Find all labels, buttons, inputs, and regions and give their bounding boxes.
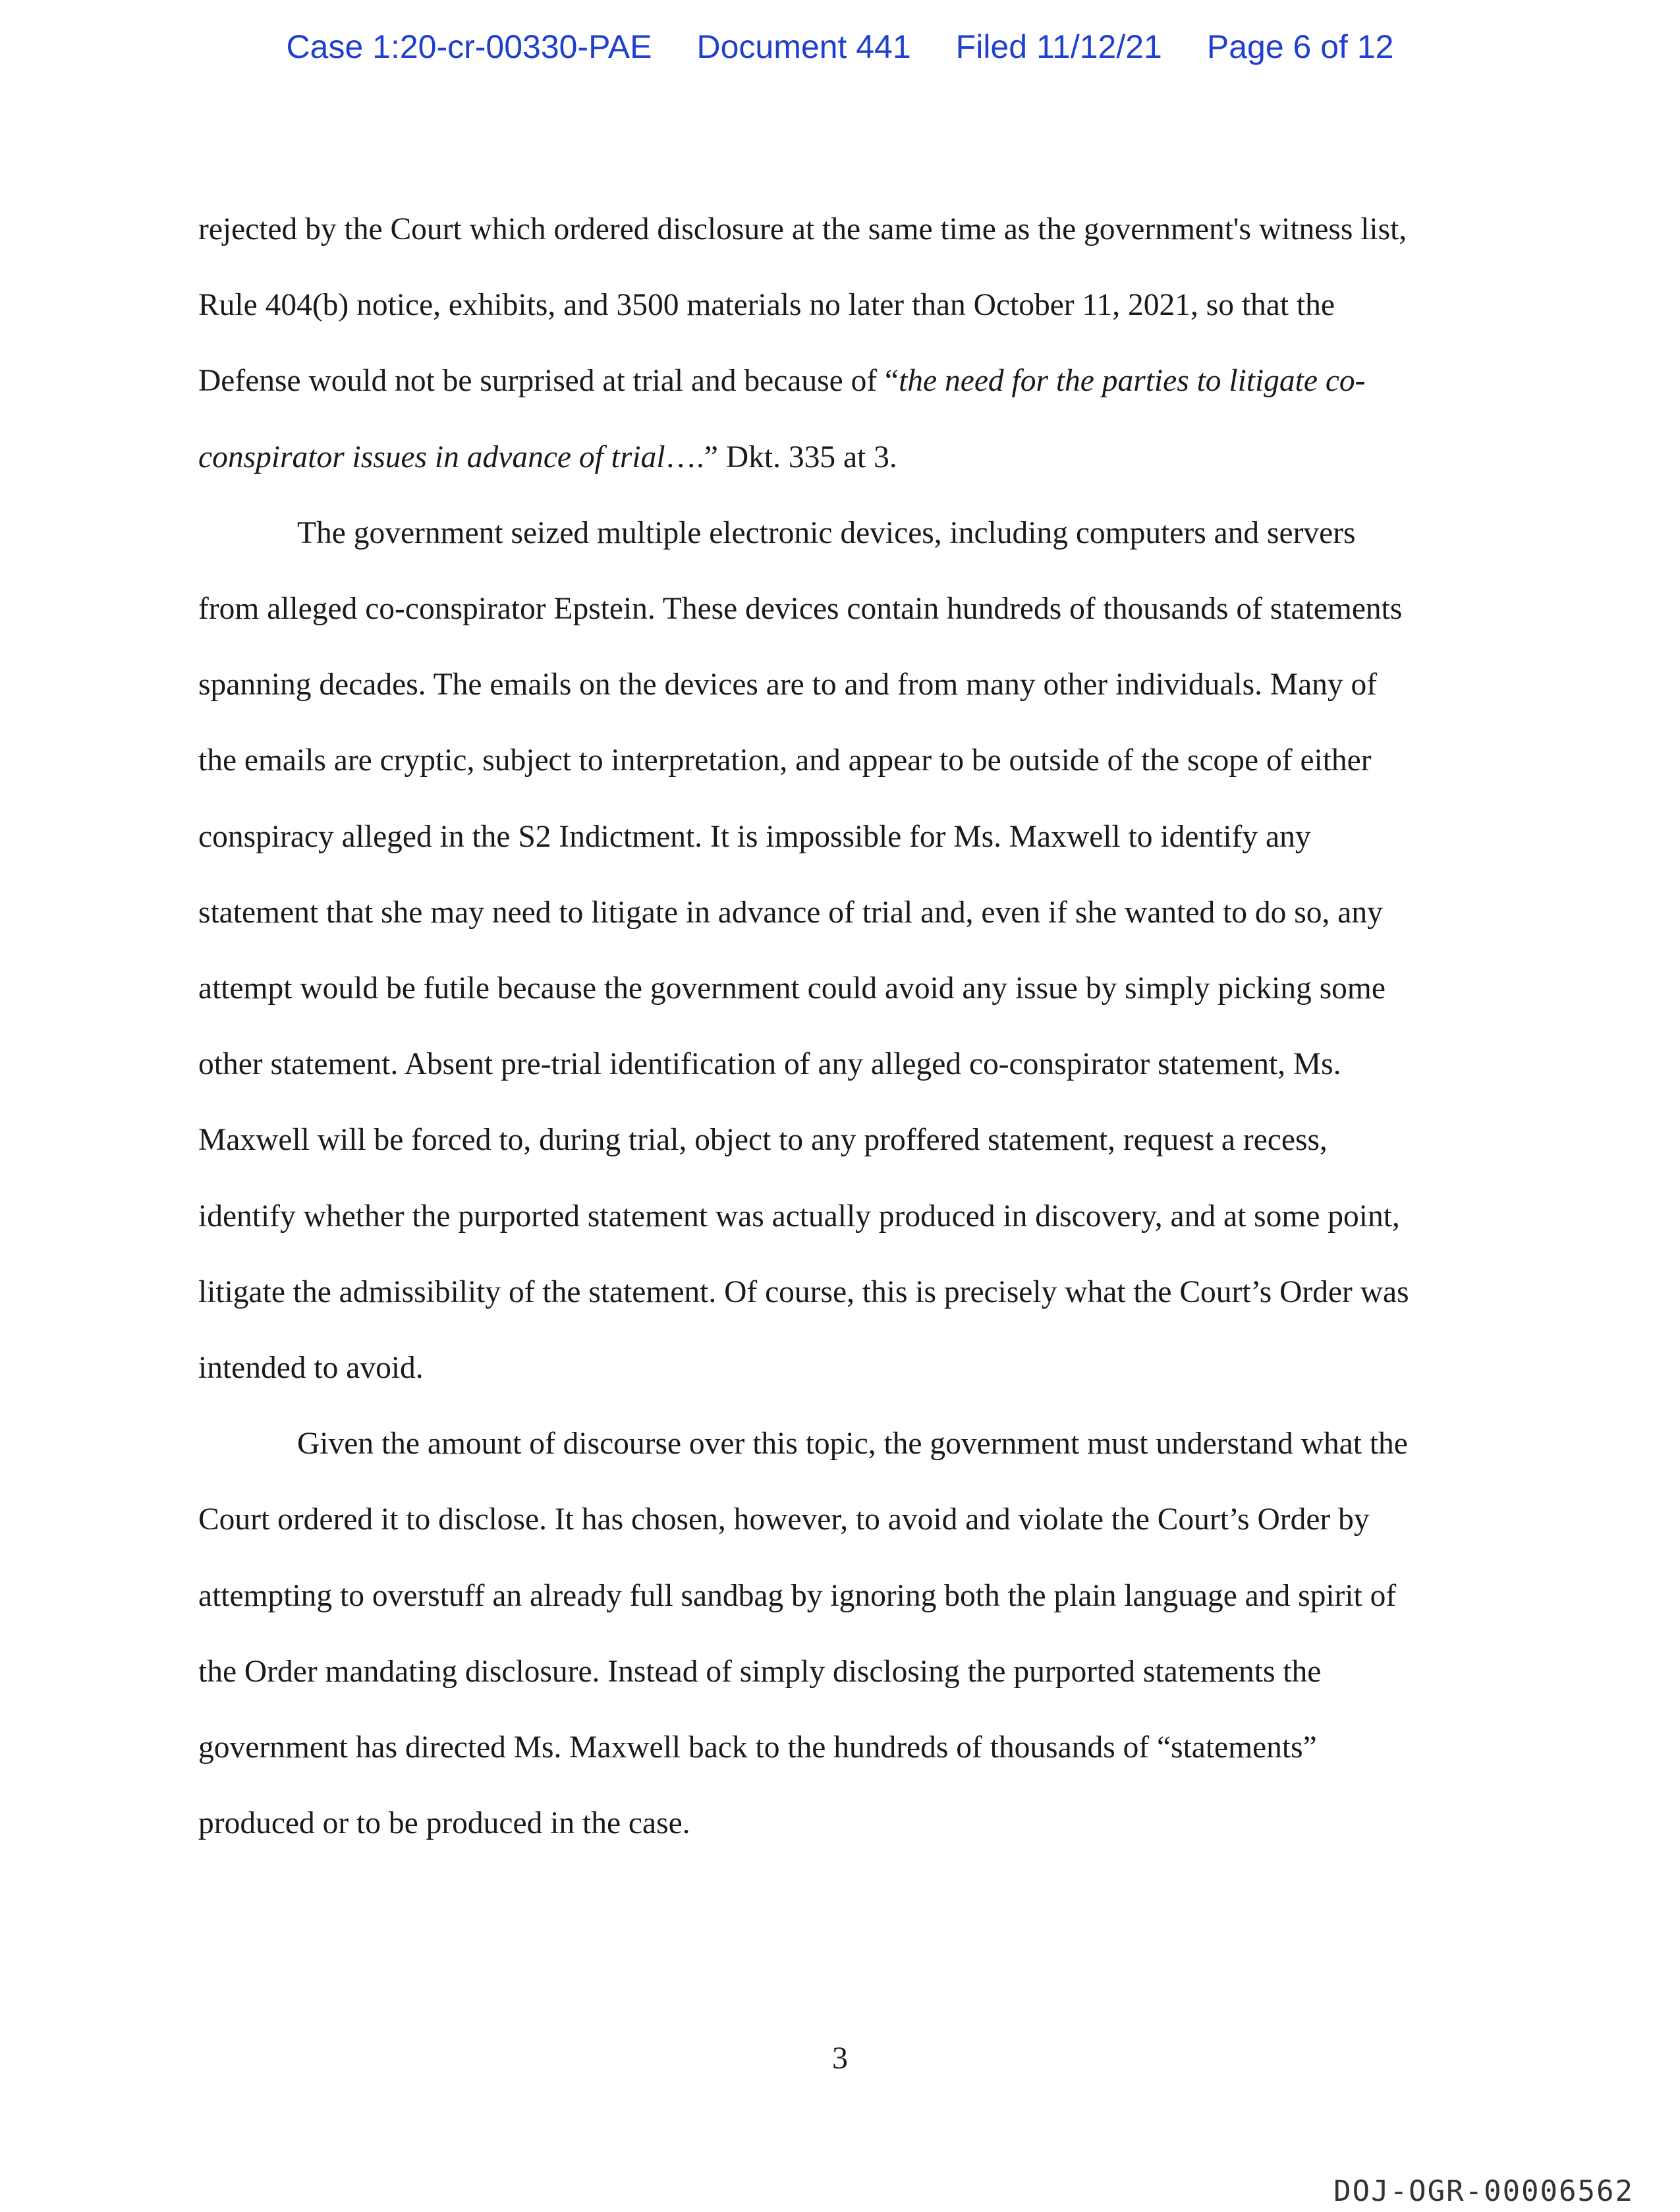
ecf-header [0, 28, 1680, 66]
text-line: Court ordered it to disclose. It has chosen, however, to avoid and violate the Court’s Order by [198, 1502, 1370, 1537]
text-line: rejected by the Court which ordered disclosure at the same time as the government's witness list, [198, 212, 1407, 246]
text-line: identify whether the purported statement was actually produced in discovery, and at some point, [198, 1199, 1400, 1234]
paragraph-discourse [198, 1406, 1483, 1861]
page-number: 3 [832, 2041, 848, 2076]
bates-number: DOJ-OGR-00006562 [1333, 2174, 1634, 2208]
quote-italic: conspirator issues in advance of trial [198, 440, 665, 474]
text-line: from alleged co-conspirator Epstein. These devices contain hundreds of thousands of statements [198, 592, 1403, 627]
document-body [198, 192, 1483, 1861]
quote-italic: the need for the parties to litigate co- [899, 364, 1366, 399]
text-line: attempt would be futile because the government could avoid any issue by simply picking some [198, 971, 1386, 1006]
text-line: spanning decades. The emails on the devices are to and from many other individuals. Many of [198, 667, 1378, 702]
text-line: Given the amount of discourse over this topic, the government must understand what the [297, 1427, 1408, 1461]
text-line: the emails are cryptic, subject to interpretation, and appear to be outside of the scope of either [198, 743, 1372, 778]
text-line: produced or to be produced in the case. [198, 1806, 690, 1841]
document-number: Document 441 [696, 28, 911, 65]
text-line [198, 343, 1483, 419]
text-plain: Defense would not be surprised at trial and because of “ [198, 364, 899, 399]
filed-date: Filed 11/12/21 [955, 28, 1162, 65]
page-indicator: Page 6 of 12 [1206, 28, 1394, 65]
text-line: the Order mandating disclosure. Instead of simply disclosing the purported statements the [198, 1654, 1322, 1689]
text-line: The government seized multiple electronic devices, including computers and servers [297, 515, 1356, 550]
text-line: attempting to overstuff an already full sandbag by ignoring both the plain language and spirit of [198, 1578, 1397, 1613]
text-line: litigate the admissibility of the statement. Of course, this is precisely what the Court’s Order was [198, 1274, 1409, 1309]
text-line: intended to avoid. [198, 1351, 424, 1386]
citation: ….” Dkt. 335 at 3. [665, 440, 897, 474]
text-line: conspiracy alleged in the S2 Indictment. It is impossible for Ms. Maxwell to identify any [198, 819, 1311, 854]
text-line: government has directed Ms. Maxwell back to the hundreds of thousands of “statements” [198, 1730, 1317, 1765]
text-line: Rule 404(b) notice, exhibits, and 3500 materials no later than October 11, 2021, so that the [198, 288, 1335, 323]
text-line [198, 420, 1483, 496]
case-number: Case 1:20-cr-00330-PAE [286, 28, 652, 65]
paragraph-devices [198, 496, 1483, 1406]
text-line: Maxwell will be forced to, during trial, object to any proffered statement, request a recess, [198, 1123, 1328, 1158]
text-line: other statement. Absent pre-trial identification of any alleged co-conspirator statement, Ms. [198, 1047, 1341, 1082]
text-line: statement that she may need to litigate in advance of trial and, even if she wanted to do so, any [198, 895, 1383, 930]
paragraph-continuation [198, 192, 1483, 496]
